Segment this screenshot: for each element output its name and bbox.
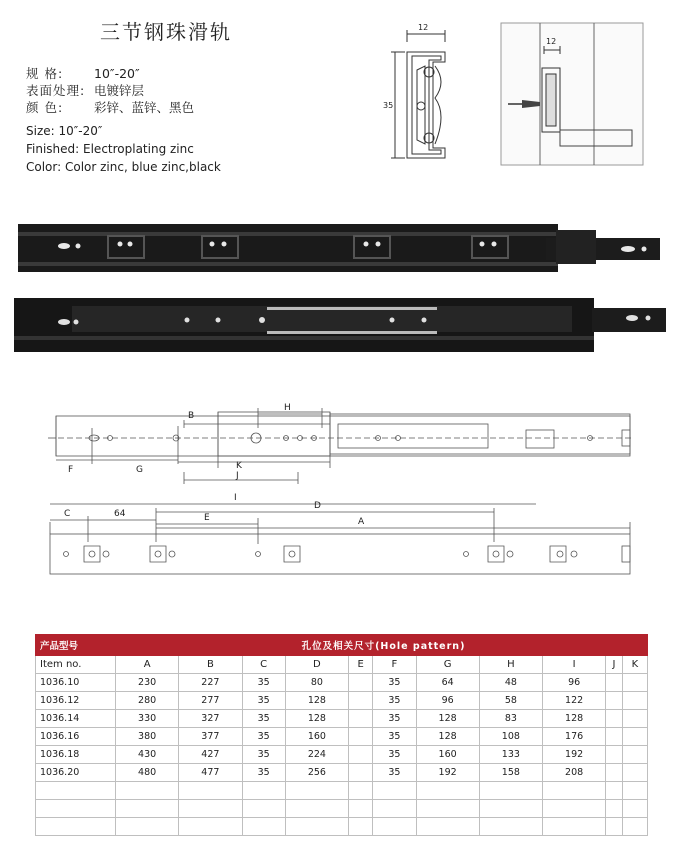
empty-cell — [479, 818, 542, 836]
dim-label-i: I — [234, 493, 237, 503]
table-cell: 430 — [116, 746, 179, 764]
table-cell: 1036.16 — [36, 728, 116, 746]
empty-cell — [622, 800, 647, 818]
table-cell: 35 — [373, 710, 416, 728]
table-cell: 35 — [242, 692, 285, 710]
table-column-row — [36, 656, 648, 674]
table-cell: 83 — [479, 710, 542, 728]
column-header: G — [416, 656, 479, 674]
table-cell — [349, 746, 373, 764]
table-cell: 160 — [285, 728, 348, 746]
empty-cell — [179, 818, 242, 836]
table-row — [36, 764, 648, 782]
table-cell: 1036.20 — [36, 764, 116, 782]
table-cell: 122 — [543, 692, 606, 710]
table-cell: 192 — [543, 746, 606, 764]
table-cell: 1036.18 — [36, 746, 116, 764]
empty-cell — [116, 800, 179, 818]
table-cell — [606, 764, 622, 782]
table-cell: 128 — [416, 728, 479, 746]
empty-cell — [373, 818, 416, 836]
table-cell: 96 — [416, 692, 479, 710]
empty-cell — [479, 782, 542, 800]
table-cell — [606, 674, 622, 692]
table-cell: 128 — [543, 710, 606, 728]
table-cell: 230 — [116, 674, 179, 692]
empty-cell — [285, 800, 348, 818]
table-cell: 128 — [285, 710, 348, 728]
table-cell: 35 — [373, 692, 416, 710]
dim-label-f: F — [68, 465, 74, 475]
technical-drawing-1 — [38, 398, 643, 488]
column-header: B — [179, 656, 242, 674]
empty-cell — [606, 800, 622, 818]
spec-size-cn — [26, 64, 140, 82]
table-cell: 277 — [179, 692, 242, 710]
spec-color-cn — [26, 98, 194, 116]
table-cell: 227 — [179, 674, 242, 692]
column-header: Item no. — [36, 656, 116, 674]
empty-cell — [373, 782, 416, 800]
install-width-label: 12 — [546, 37, 557, 46]
spec-value: 彩锌、蓝锌、黑色 — [94, 100, 195, 115]
profile-width-label: 12 — [418, 23, 429, 32]
empty-cell — [36, 800, 116, 818]
spec-finish-cn — [26, 81, 144, 99]
table-cell — [622, 728, 647, 746]
header-product-model: 产品型号 — [36, 635, 116, 656]
column-header: C — [242, 656, 285, 674]
empty-cell — [416, 782, 479, 800]
table-cell: 128 — [285, 692, 348, 710]
spec-label: 规 格: — [26, 66, 64, 81]
table-cell: 35 — [373, 764, 416, 782]
slide-rail-photo-closed — [16, 212, 664, 287]
empty-cell — [349, 800, 373, 818]
column-header: K — [622, 656, 647, 674]
header-hole-pattern: 孔位及相关尺寸(Hole pattern) — [116, 635, 648, 656]
table-cell: 35 — [242, 728, 285, 746]
empty-cell — [606, 818, 622, 836]
empty-cell — [373, 800, 416, 818]
table-body — [36, 674, 648, 836]
hole-pattern-table — [35, 634, 648, 836]
column-header: H — [479, 656, 542, 674]
empty-cell — [36, 818, 116, 836]
empty-cell — [479, 800, 542, 818]
table-cell: 427 — [179, 746, 242, 764]
column-header: D — [285, 656, 348, 674]
dim-label-e: E — [204, 513, 210, 523]
empty-cell — [179, 800, 242, 818]
table-cell: 158 — [479, 764, 542, 782]
dim-label-h: H — [284, 403, 291, 413]
table-cell: 176 — [543, 728, 606, 746]
table-row — [36, 728, 648, 746]
empty-cell — [543, 800, 606, 818]
table-cell: 330 — [116, 710, 179, 728]
column-header: F — [373, 656, 416, 674]
table-cell — [622, 710, 647, 728]
table-row — [36, 692, 648, 710]
table-cell: 280 — [116, 692, 179, 710]
table-cell: 160 — [416, 746, 479, 764]
table-cell: 377 — [179, 728, 242, 746]
dim-label-c: C — [64, 509, 71, 519]
empty-cell — [179, 782, 242, 800]
dim-label-64: 64 — [114, 509, 126, 519]
table-cell — [606, 746, 622, 764]
table-cell: 35 — [242, 746, 285, 764]
empty-cell — [285, 818, 348, 836]
column-header: J — [606, 656, 622, 674]
profile-height-label: 35 — [383, 101, 394, 110]
column-header: A — [116, 656, 179, 674]
table-cell — [606, 692, 622, 710]
table-cell: 192 — [416, 764, 479, 782]
table-cell — [349, 674, 373, 692]
empty-cell — [349, 782, 373, 800]
table-cell — [622, 746, 647, 764]
column-header: E — [349, 656, 373, 674]
table-cell — [349, 728, 373, 746]
table-cell: 35 — [373, 746, 416, 764]
table-cell: 128 — [416, 710, 479, 728]
profile-cross-section — [385, 22, 480, 167]
table-cell: 208 — [543, 764, 606, 782]
empty-row — [36, 800, 648, 818]
empty-cell — [543, 818, 606, 836]
spec-size-en: Size: 10″-20″ — [26, 124, 103, 138]
empty-cell — [416, 800, 479, 818]
empty-cell — [416, 818, 479, 836]
table-cell: 35 — [373, 728, 416, 746]
table-cell — [622, 674, 647, 692]
table-cell — [622, 764, 647, 782]
table-cell: 1036.10 — [36, 674, 116, 692]
table-cell: 48 — [479, 674, 542, 692]
installation-cross-section — [500, 22, 645, 167]
spec-label: 颜 色: — [26, 100, 64, 115]
empty-cell — [116, 782, 179, 800]
empty-cell — [116, 818, 179, 836]
table-cell — [349, 692, 373, 710]
empty-cell — [285, 782, 348, 800]
table-cell: 35 — [242, 710, 285, 728]
table-cell: 64 — [416, 674, 479, 692]
table-cell: 133 — [479, 746, 542, 764]
column-header: I — [543, 656, 606, 674]
empty-cell — [242, 800, 285, 818]
spec-value: 电镀锌层 — [94, 83, 145, 98]
spec-color-en: Color: Color zinc, blue zinc,black — [26, 160, 221, 174]
empty-cell — [622, 818, 647, 836]
table-cell: 1036.12 — [36, 692, 116, 710]
table-cell — [606, 710, 622, 728]
table-cell: 480 — [116, 764, 179, 782]
table-row — [36, 710, 648, 728]
table-cell: 96 — [543, 674, 606, 692]
spec-label: 表面处理: — [26, 83, 86, 98]
table-cell: 256 — [285, 764, 348, 782]
technical-drawing-2 — [38, 492, 643, 584]
table-cell: 80 — [285, 674, 348, 692]
table-cell: 35 — [373, 674, 416, 692]
dim-label-g: G — [136, 465, 143, 475]
dim-label-j: J — [236, 471, 239, 481]
empty-row — [36, 782, 648, 800]
empty-row — [36, 818, 648, 836]
table-cell: 224 — [285, 746, 348, 764]
empty-cell — [543, 782, 606, 800]
empty-cell — [622, 782, 647, 800]
table-cell: 380 — [116, 728, 179, 746]
empty-cell — [242, 782, 285, 800]
empty-cell — [606, 782, 622, 800]
dim-label-k: K — [236, 461, 242, 471]
slide-rail-photo-extended — [12, 288, 672, 358]
table-cell — [349, 764, 373, 782]
table-header-row — [36, 635, 648, 656]
empty-cell — [36, 782, 116, 800]
table-cell — [606, 728, 622, 746]
table-cell: 35 — [242, 764, 285, 782]
dim-label-a: A — [358, 517, 365, 527]
table-cell: 58 — [479, 692, 542, 710]
table-cell: 35 — [242, 674, 285, 692]
table-cell: 477 — [179, 764, 242, 782]
empty-cell — [349, 818, 373, 836]
table-cell: 1036.14 — [36, 710, 116, 728]
table-row — [36, 674, 648, 692]
spec-value: 10″-20″ — [94, 66, 140, 81]
dim-label-d: D — [314, 501, 321, 511]
empty-cell — [242, 818, 285, 836]
spec-finish-en: Finished: Electroplating zinc — [26, 142, 194, 156]
table-cell: 108 — [479, 728, 542, 746]
page-title: 三节钢珠滑轨 — [100, 20, 232, 44]
table-row — [36, 746, 648, 764]
table-cell — [622, 692, 647, 710]
dim-label-b: B — [188, 411, 195, 421]
table-cell: 327 — [179, 710, 242, 728]
table-cell — [349, 710, 373, 728]
